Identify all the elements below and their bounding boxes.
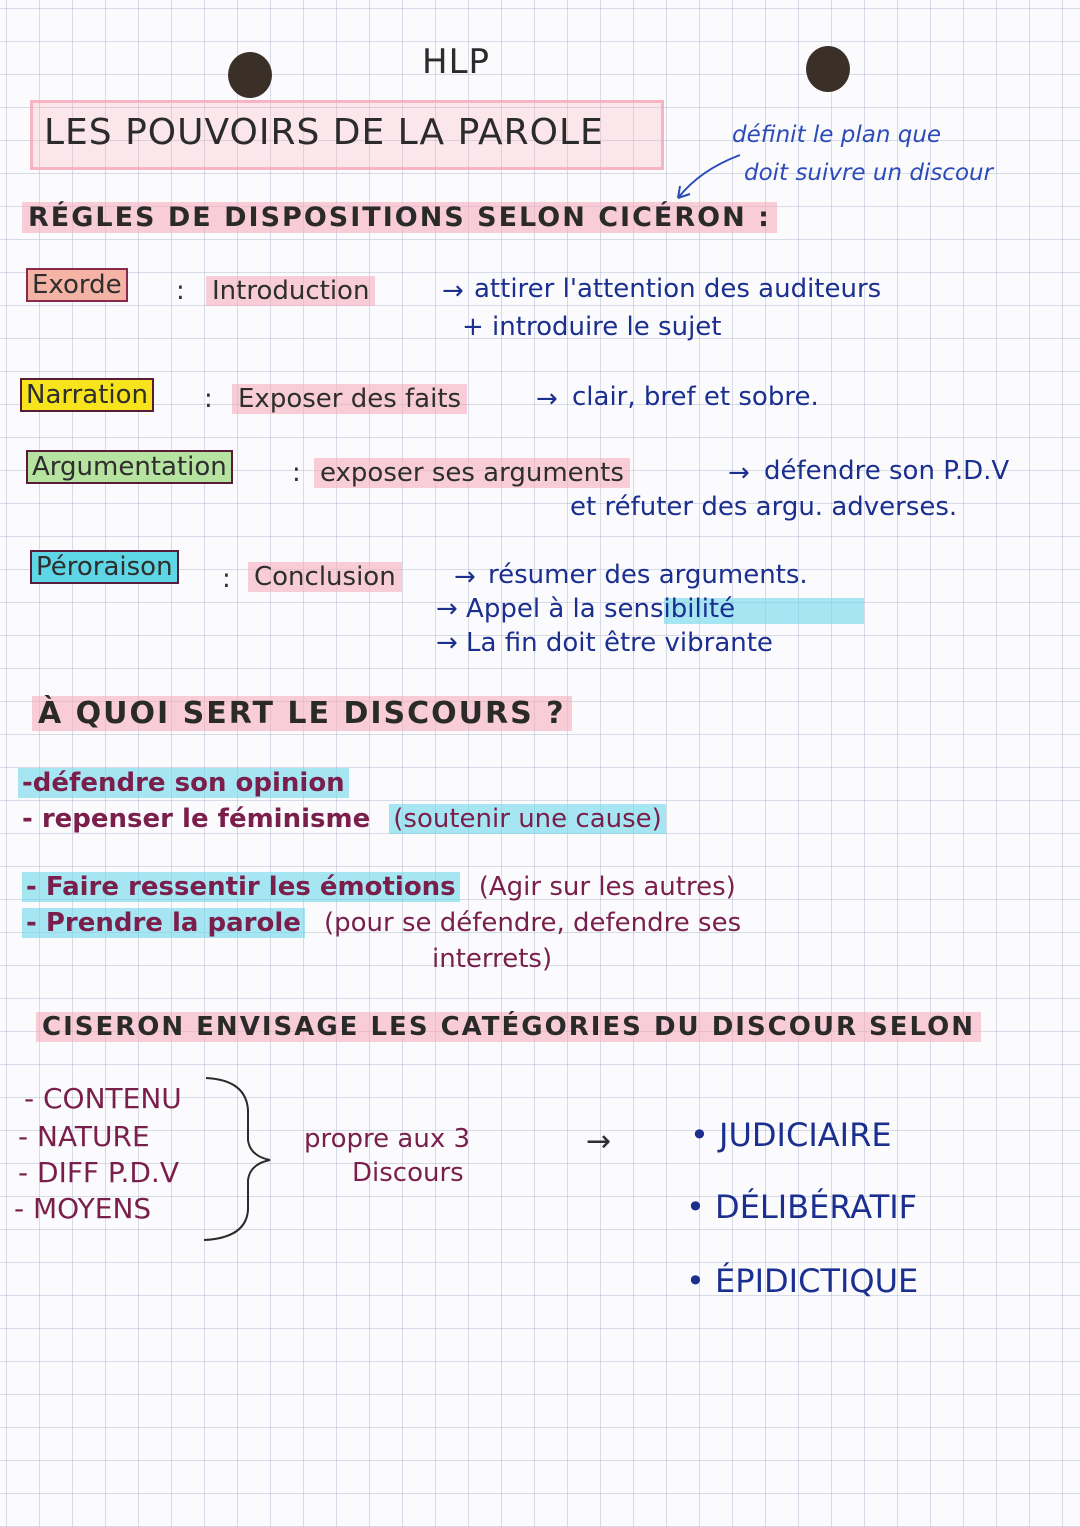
s2-item-4-text: - Prendre la parole [22,908,305,938]
peroraison-line2 [436,594,735,624]
s2-item-2-note: (soutenir une cause) [389,804,666,834]
category-judiciaire: • JUDICIAIRE [690,1116,892,1154]
term-exorde: Exorde [26,268,128,302]
category-arrow: → [586,1124,612,1159]
category-deliberatif: • DÉLIBÉRATIF [686,1188,918,1226]
peroraison-line1: résumer des arguments. [488,560,808,590]
term-narration: Narration [20,378,154,412]
s2-item-2-text: - repenser le féminisme [22,804,371,834]
section2-heading-text: À QUOI SERT LE DISCOURS ? [32,696,572,731]
colon-2: : [204,384,213,414]
label-narration [232,384,467,414]
label-peroraison-text: Conclusion [248,562,402,592]
colon-3: : [292,458,301,488]
binder-hole-right [806,46,850,92]
section1-heading-text: RÉGLES DE DISPOSITIONS SELON CICÉRON : [22,202,777,233]
side-note-arrow-icon [660,150,750,210]
section3-heading-text: CISERON ENVISAGE LES CATÉGORIES DU DISCOUR SELON [36,1012,981,1042]
criterion-1: - CONTENU [24,1082,182,1115]
label-narration-text: Exposer des faits [232,384,467,414]
s2-item-3-note: (Agir sur les autres) [478,872,736,902]
argumentation-line1: défendre son P.D.V [764,456,1010,486]
exorde-line2: + introduire le sujet [462,312,722,342]
section1-heading [22,202,777,233]
arrow-exorde: → [442,276,464,306]
colon-1: : [176,276,185,306]
s2-item-2 [22,804,666,834]
label-exorde-text: Introduction [206,276,375,306]
side-note-line1: définit le plan que [732,122,942,148]
peroraison-line2-text: → Appel à la sensibilité [436,594,736,624]
s2-item-1 [18,768,349,798]
label-argumentation [314,458,630,488]
label-peroraison [248,562,402,592]
term-peroraison: Péroraison [30,550,179,584]
arrow-peroraison: → [454,562,476,592]
s2-item-4 [22,908,741,938]
term-argumentation: Argumentation [26,450,233,484]
binder-hole-left [228,52,272,98]
s2-item-3-text: - Faire ressentir les émotions [22,872,460,902]
exorde-line1: attirer l'attention des auditeurs [474,274,882,304]
colon-4: : [222,564,231,594]
top-title: HLP [422,42,491,82]
s2-item-1-text: -défendre son opinion [18,768,349,798]
s2-item-4-note2: interrets) [432,944,553,974]
category-epidictique: • ÉPIDICTIQUE [686,1262,919,1300]
peroraison-line3: → La fin doit être vibrante [436,628,773,658]
label-exorde [206,276,375,306]
middle-line1: propre aux 3 [304,1124,471,1154]
curly-brace-icon [196,1070,286,1250]
s2-item-4-note: (pour se défendre, defendre ses [323,908,742,938]
label-argumentation-text: exposer ses arguments [314,458,630,488]
section2-heading [32,696,572,731]
side-note-line2: doit suivre un discour [744,160,994,186]
s2-item-3 [22,872,736,902]
middle-line2: Discours [352,1158,464,1188]
criterion-2: - NATURE [18,1120,150,1153]
argumentation-line2: et réfuter des argu. adverses. [570,492,958,522]
section3-heading [36,1012,981,1042]
arrow-argumentation: → [728,458,750,488]
criterion-3: - DIFF P.D.V [18,1156,179,1189]
criterion-4: - MOYENS [14,1192,152,1225]
arrow-narration: → [536,384,558,414]
narration-line1: clair, bref et sobre. [572,382,819,412]
main-title: LES POUVOIRS DE LA PAROLE [44,112,604,153]
